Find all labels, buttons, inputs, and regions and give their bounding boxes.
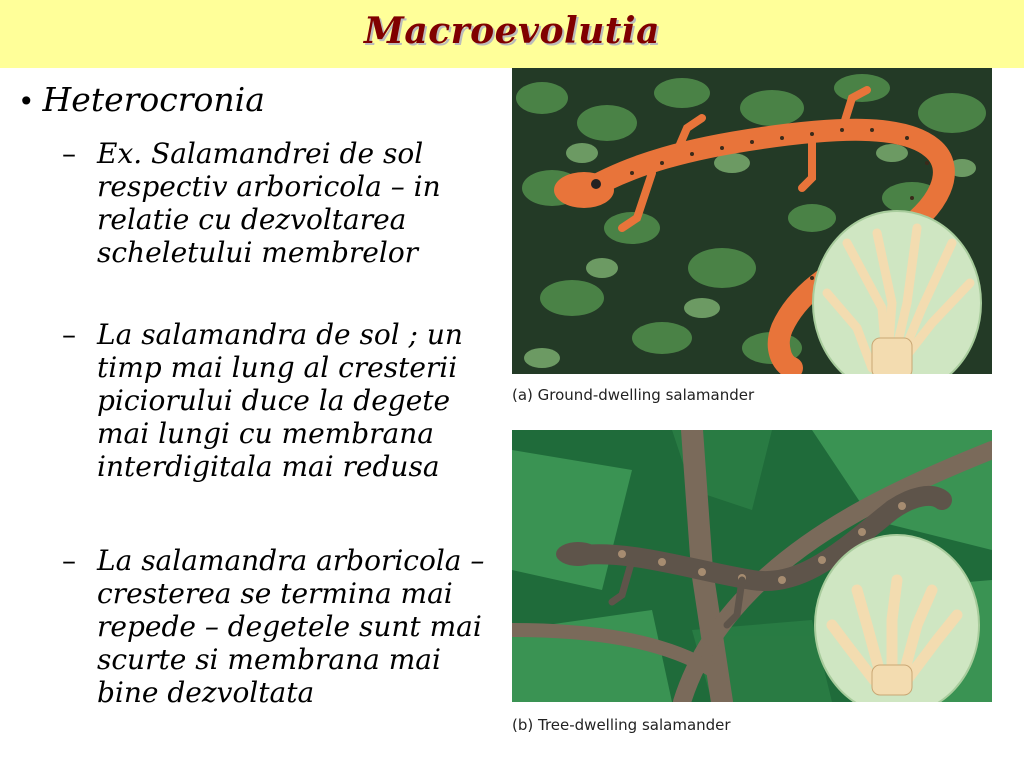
tree-salamander-photo bbox=[512, 430, 992, 702]
subpoint-text: La salamandra de sol ; un timp mai lung al cresterii piciorului duce la degete mai lungi cu membrana interdigitala mai redusa bbox=[97, 318, 463, 483]
dash-mark: – bbox=[62, 544, 76, 577]
bullet-text: Heterocronia bbox=[42, 80, 265, 119]
figure-caption: (a) Ground-dwelling salamander bbox=[512, 386, 755, 404]
ground-salamander-photo bbox=[512, 68, 992, 374]
subpoint-text: La salamandra arboricola – cresterea se termina mai repede – degetele sunt mai scurte si membrana mai bine dezvoltata bbox=[97, 544, 485, 709]
subpoint bbox=[62, 137, 502, 269]
figure-tree-salamander bbox=[512, 430, 992, 740]
subpoint bbox=[62, 318, 502, 483]
subpoint bbox=[62, 544, 502, 709]
bullet-mark: • bbox=[18, 85, 35, 118]
dash-mark: – bbox=[62, 137, 76, 170]
figure-caption: (b) Tree-dwelling salamander bbox=[512, 716, 731, 734]
main-bullet bbox=[18, 80, 265, 119]
leaf-background-image bbox=[512, 430, 992, 702]
subpoint-text: Ex. Salamandrei de sol respectiv arboricola – in relatie cu dezvoltarea scheletului membrelor bbox=[97, 137, 441, 269]
dash-mark: – bbox=[62, 318, 76, 351]
moss-background-image bbox=[512, 68, 992, 374]
slide-title: Macroevolutia bbox=[364, 10, 660, 52]
figure-ground-salamander bbox=[512, 68, 992, 410]
tree-limb-skeleton-inset bbox=[815, 535, 979, 702]
